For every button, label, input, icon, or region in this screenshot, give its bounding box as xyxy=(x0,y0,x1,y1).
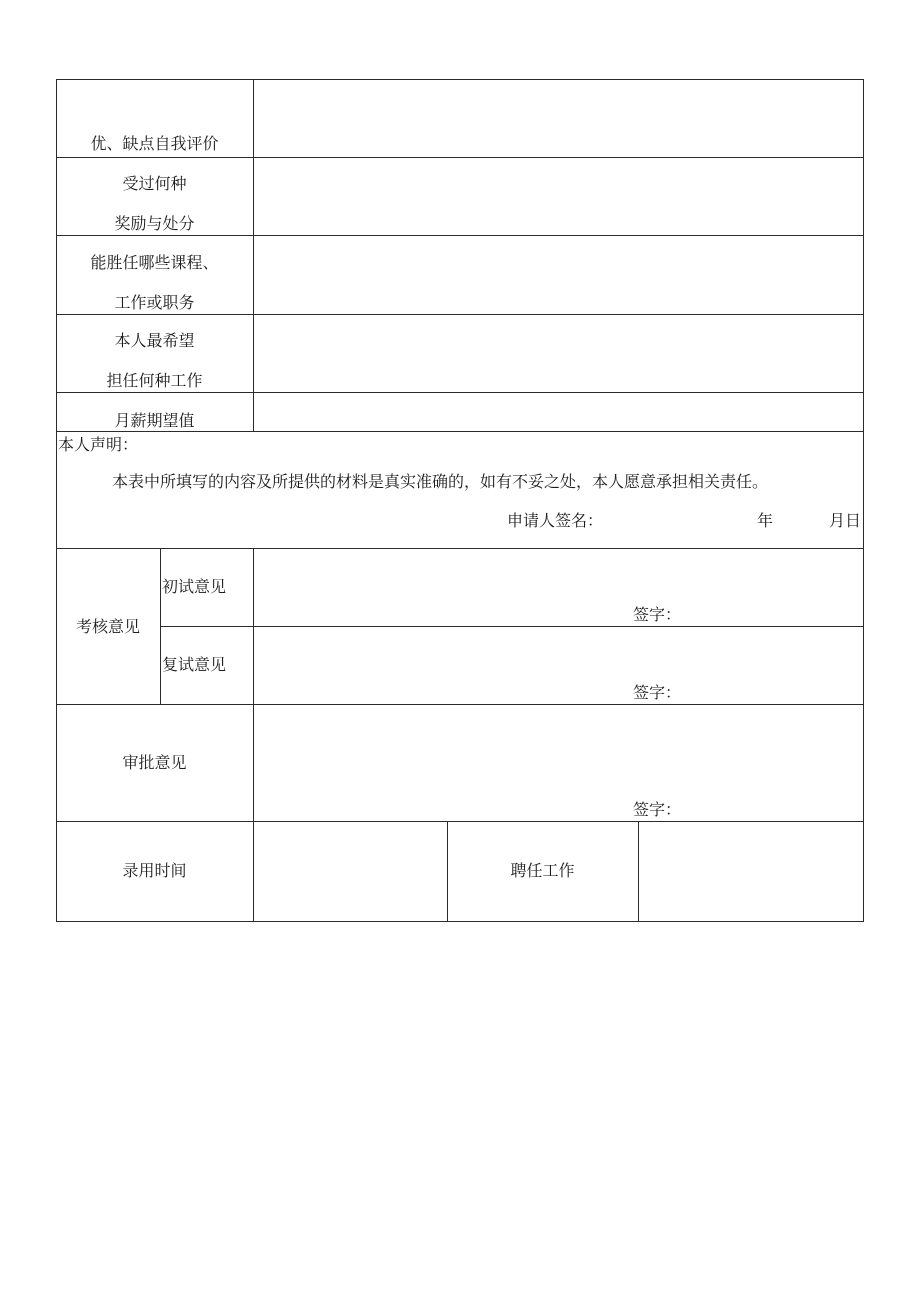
awards-label-line2: 奖励与处分 xyxy=(114,214,195,233)
year-label: 年 xyxy=(757,511,774,530)
self-eval-label: 优、缺点自我评价 xyxy=(90,134,219,153)
salary-field[interactable] xyxy=(254,393,863,431)
approval-field[interactable] xyxy=(254,705,863,821)
second-review-label: 复试意见 xyxy=(162,655,227,674)
second-review-field[interactable] xyxy=(254,627,863,704)
signature-label: 申请人签名： xyxy=(507,511,604,530)
capable-field[interactable] xyxy=(254,236,863,314)
hope-field[interactable] xyxy=(254,315,863,392)
column-divider xyxy=(160,548,161,705)
capable-label-line2: 工作或职务 xyxy=(114,293,195,312)
first-review-sign-label: 签字： xyxy=(633,605,682,624)
hire-time-label: 录用时间 xyxy=(122,861,187,880)
declaration-body: 本表中所填写的内容及所提供的材料是真实准确的，如有不妥之处，本人愿意承担相关责任。 xyxy=(112,472,769,491)
border-left xyxy=(56,79,57,922)
hire-time-field[interactable] xyxy=(254,822,447,921)
first-review-field[interactable] xyxy=(254,549,863,626)
border-right xyxy=(863,79,864,922)
month-day-label: 月日 xyxy=(829,511,862,530)
hire-job-field[interactable] xyxy=(639,822,863,921)
awards-label-line1: 受过何种 xyxy=(122,174,187,193)
hope-label-line1: 本人最希望 xyxy=(114,331,195,350)
declaration-heading: 本人声明： xyxy=(58,435,139,454)
row-divider xyxy=(56,431,864,432)
capable-label-line1: 能胜任哪些课程、 xyxy=(90,253,219,272)
salary-label: 月薪期望值 xyxy=(114,411,195,430)
hope-label-line2: 担任何种工作 xyxy=(106,371,203,390)
signature-field[interactable] xyxy=(600,505,750,535)
border-bottom xyxy=(56,921,864,922)
awards-field[interactable] xyxy=(254,158,863,235)
hire-job-label: 聘任工作 xyxy=(510,861,575,880)
self-eval-field[interactable] xyxy=(254,80,863,157)
second-review-sign-label: 签字： xyxy=(633,683,682,702)
approval-sign-label: 签字： xyxy=(633,800,682,819)
review-label: 考核意见 xyxy=(75,617,140,636)
first-review-label: 初试意见 xyxy=(162,577,227,596)
approval-label: 审批意见 xyxy=(122,753,187,772)
